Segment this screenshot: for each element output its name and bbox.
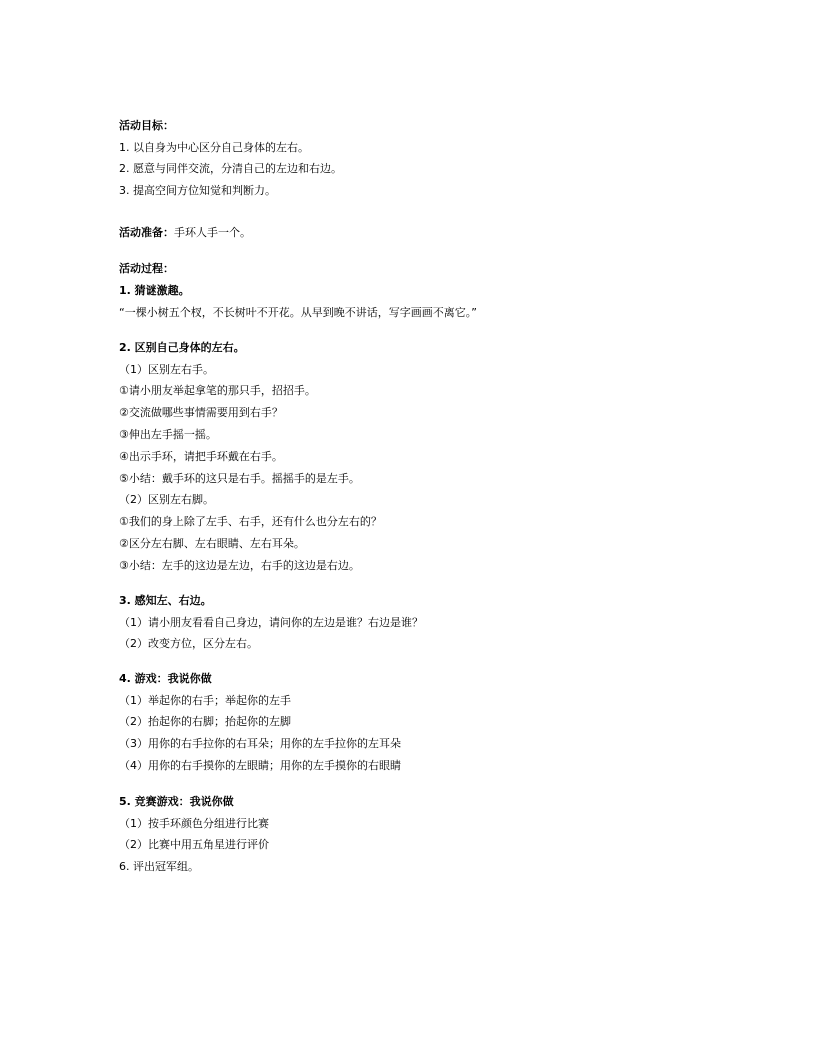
list-item: （1）区别左右手。 <box>119 363 214 376</box>
list-item: （2）抬起你的右脚；抬起你的左脚 <box>119 715 291 728</box>
list-item: ③小结：左手的这边是左边，右手的这边是右边。 <box>119 559 360 572</box>
section-heading: 1. 猜谜激趣。 <box>119 284 190 297</box>
section-heading: 2. 区别自己身体的左右。 <box>119 341 245 354</box>
goal-item: 3. 提高空间方位知觉和判断力。 <box>119 184 276 197</box>
list-item: （2）区别左右脚。 <box>119 493 214 506</box>
list-item: ③伸出左手摇一摇。 <box>119 428 217 441</box>
goal-item: 2. 愿意与同伴交流，分清自己的左边和右边。 <box>119 162 342 175</box>
list-item: （2）改变方位，区分左右。 <box>119 637 258 650</box>
list-item: （2）比赛中用五角星进行评价 <box>119 838 269 851</box>
list-item: （1）按手环颜色分组进行比赛 <box>119 817 269 830</box>
goal-item: 1. 以自身为中心区分自己身体的左右。 <box>119 141 309 154</box>
preparation-heading: 活动准备： <box>119 226 174 239</box>
list-item: ②区分左右脚、左右眼睛、左右耳朵。 <box>119 537 305 550</box>
list-item: ⑤小结：戴手环的这只是右手。摇摇手的是左手。 <box>119 472 360 485</box>
riddle-text: “一棵小树五个杈，不长树叶不开花。从早到晚不讲话，写字画画不离它。” <box>119 306 477 319</box>
section-heading: 5. 竞赛游戏：我说你做 <box>119 795 234 808</box>
list-item: ②交流做哪些事情需要用到右手？ <box>119 406 283 419</box>
list-item: （1）举起你的右手；举起你的左手 <box>119 694 291 707</box>
list-item: （3）用你的右手拉你的右耳朵；用你的左手拉你的左耳朵 <box>119 737 401 750</box>
section-heading: 4. 游戏：我说你做 <box>119 672 212 685</box>
preparation-text: 手环人手一个。 <box>174 226 251 239</box>
list-item: ④出示手环，请把手环戴在右手。 <box>119 450 283 463</box>
list-item: 6. 评出冠军组。 <box>119 860 199 873</box>
goals-heading: 活动目标： <box>119 119 174 132</box>
preparation-line <box>119 226 251 240</box>
section-heading: 3. 感知左、右边。 <box>119 594 212 607</box>
process-heading: 活动过程： <box>119 262 174 275</box>
list-item: （1）请小朋友看看自己身边，请问你的左边是谁？右边是谁？ <box>119 616 423 629</box>
list-item: ①请小朋友举起拿笔的那只手，招招手。 <box>119 384 316 397</box>
list-item: ①我们的身上除了左手、右手，还有什么也分左右的？ <box>119 515 382 528</box>
list-item: （4）用你的右手摸你的左眼睛；用你的左手摸你的右眼睛 <box>119 759 401 772</box>
